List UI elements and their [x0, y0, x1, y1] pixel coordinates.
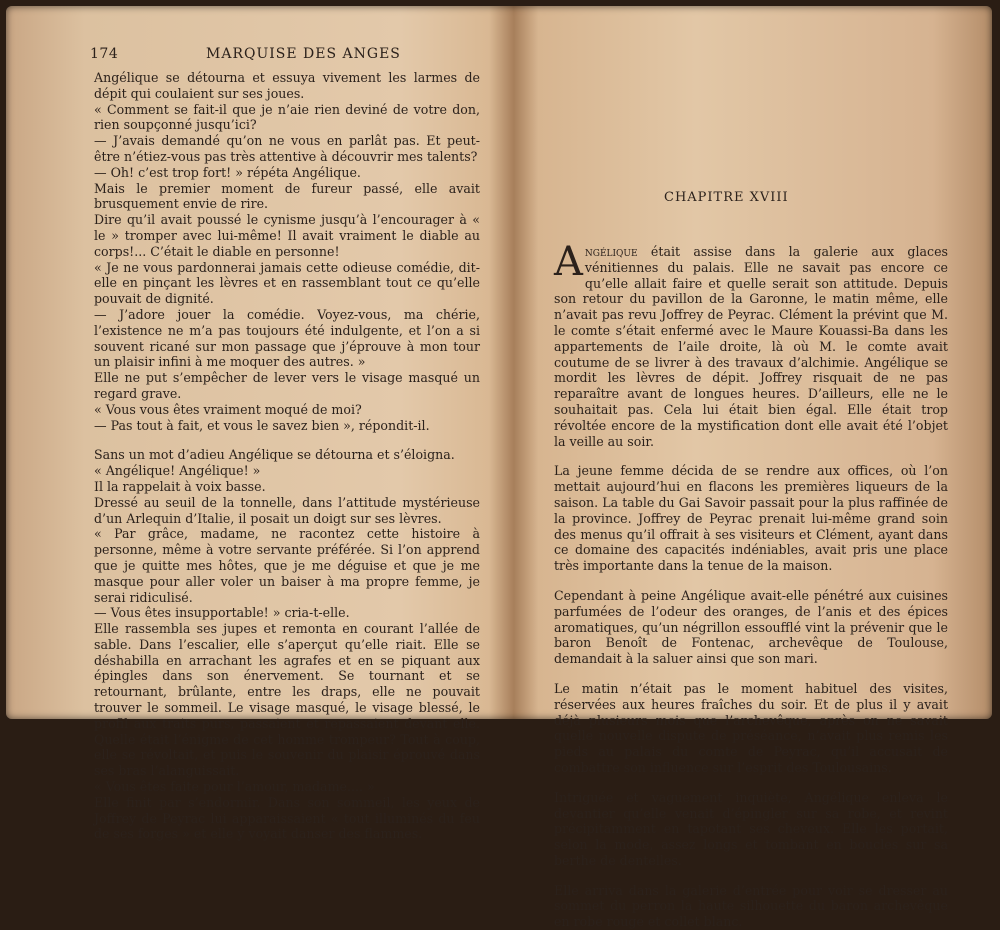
- paragraph: Elle finit par s’endormir. Dans son sommeil, les yeux de Joffrey de Peyrac lui apparaissaient « tout illuminés du feu de ses forges » et elle y voyait danser des flammes.: [94, 794, 480, 842]
- drop-cap: A: [554, 239, 583, 285]
- opening-paragraph: [554, 239, 948, 449]
- paragraph: — Vous êtes insupportable! » cria-t-elle.: [94, 605, 350, 621]
- paragraph: Sans un mot d’adieu Angélique se détourna et s’éloigna.: [94, 447, 455, 463]
- paragraph: Angélique se détourna et essuya vivement les larmes de dépit qui coulaient sur ses joues.: [94, 70, 480, 101]
- paragraph: — Pas tout à fait, et vous le savez bien », répondit-il.: [94, 417, 430, 433]
- paragraph: « Vous êtes faite pour l’amour, madame.... »: [94, 779, 375, 795]
- paragraph: « Angélique! Angélique! »: [94, 463, 261, 479]
- chapter-title: CHAPITRE XVIII: [664, 190, 789, 205]
- left-page-text: [94, 70, 480, 842]
- paragraph: La jeune femme décida de se rendre aux offices, où l’on mettait aujourd’hui en flacons les premières liqueurs de la saison. La table du Gai Savoir passait pour la plus raffinée de la province. Joffrey de Peyrac prenait lui-même grand soin des menus qu’il offrait à ses visiteurs et Clément, ayant dans ce domaine des capacités indéniables, avait pris une place très importante dans la tenue de la maison.: [554, 463, 948, 574]
- paragraph: « Comment se fait-il que je n’aie rien deviné de votre don, rien soupçonné jusqu’ici?: [94, 101, 480, 133]
- paragraph: Il la rappelait à voix basse.: [94, 478, 266, 494]
- paragraph: Dressé au seuil de la tonnelle, dans l’attitude mystérieuse d’un Arlequin d’Italie, il posait un doigt sur ses lèvres.: [94, 494, 480, 526]
- opening-paragraph-text: était assise dans la galerie aux glaces vénitiennes du palais. Elle ne savait pas encore ce qu’elle allait faire et quelle serait son attitude. Depuis son retour du pavillon de la Garonne, le matin même, elle n’avait pas revu Joffrey de Peyrac. Clément la prévint que M. le comte s’était enfermé avec le Maure Kouassi-Ba dans les appartements de l’aile droite, là où M. le comte avait coutume de se livrer à des travaux d’alchimie. Angélique se mordit les lèvres de dépit. Joffrey risquait de ne pas reparaître avant de longues heures. D’ailleurs, elle ne le souhaitait pas. Cela lui était bien égal. Elle était trop révoltée encore de la mystification dont elle avait été l’objet la veille au soir.: [554, 244, 948, 449]
- small-caps-word: ngélique: [584, 244, 638, 259]
- running-header: MARQUISE DES ANGES: [206, 46, 401, 62]
- paragraph: Elle ne put s’empêcher de lever vers le visage masqué un regard grave.: [94, 370, 480, 401]
- paragraph: Cependant à peine Angélique avait-elle pénétré aux cuisines parfumées de l’odeur des oranges, de l’anis et des épices aromatiques, qu’un négrillon essoufflé vint la prévenir que le baron Benoît de Fontenac, archevêque de Toulouse, demandait à la saluer ainsi que son mari.: [554, 587, 948, 667]
- paragraph: — Oh! c’est trop fort! » répéta Angélique.: [94, 164, 361, 180]
- paragraph: Intriguée et vaguement inquiète, Angélique enleva le devantier qu’elle venait d’épingler sur sa robe, et revint précipitamment en tapotant ses cheveux. Elle les portait, selon la mode, assez longs et tombant en boucles sur sa berthe de dentelles.: [554, 789, 948, 868]
- paragraph: Mais le premier moment de fureur passé, elle avait brusquement envie de rire.: [94, 180, 480, 212]
- paragraph: « Par grâce, madame, ne racontez cette histoire à personne, même à votre servante préférée. Si l’on apprend que je quitte mes hôtes, que je me déguise et que je me masque pour aller voler un baiser à ma propre femme, je serai ridiculisé.: [94, 526, 480, 605]
- paragraph: — J’avais demandé qu’on ne vous en parlât pas. Et peut-être n’étiez-vous pas très attentive à découvrir mes talents?: [94, 133, 480, 164]
- paragraph: Elle arriva dans la galerie d’entrée pour voir se dresser au sommet du perron la haute silhouette du baron archevêque en robe rouge et collet blanc.: [554, 882, 948, 930]
- left-page: [6, 6, 518, 842]
- paragraph: « Vous vous êtes vraiment moqué de moi?: [94, 401, 362, 417]
- paragraph: Elle rassembla ses jupes et remonta en courant l’allée de sable. Dans l’escalier, elle s’aperçut qu’elle riait. Elle se déshabilla en arrachant les agrafes et en se piquant aux épingles dans son énervement. Se tournant et se retournant, brûlante, entre les draps, elle ne pouvait trouver le sommeil. Le visage masqué, le visage blessé, le profil aux traits purs, passaient et repassaient devant elle. Quelle était l’énigme de cet homme trompeur? Tout à coup, elle se révoltait, et puis le souvenir du plaisir éprouvé dans ses bras l’alanguissait.: [94, 621, 480, 779]
- paragraph: « Je ne vous pardonnerai jamais cette odieuse comédie, dit-elle en pinçant les lèvres et en rassemblant tout ce qu’elle pouvait de dignité.: [94, 259, 480, 307]
- right-page: [518, 6, 992, 930]
- page-number: 174: [90, 46, 119, 62]
- book-spread: [6, 6, 992, 930]
- right-page-text: [554, 239, 948, 930]
- paragraph: Le matin n’était pas le moment habituel des visites, réservées aux heures fraîches du soir. Et de plus il y avait déjà plusieurs mois que l’archevêque, après on ne savait quelle nouvelle dispute de préséance, n’avait plus remis les pieds au palais du comte de Peyrac, qu’il accusait de combattre son influence sur l’esprit des Toulousains.: [554, 680, 948, 775]
- paragraph: Dire qu’il avait poussé le cynisme jusqu’à l’encourager à « le » tromper avec lui-même! Il avait vraiment le diable au corps!... C’était le diable en personne!: [94, 212, 480, 259]
- paragraph: — J’adore jouer la comédie. Voyez-vous, ma chérie, l’existence ne m’a pas toujours été indulgente, et l’on a si souvent ricané sur mon passage que j’éprouve à mon tour un plaisir infini à me moquer des autres. »: [94, 306, 480, 370]
